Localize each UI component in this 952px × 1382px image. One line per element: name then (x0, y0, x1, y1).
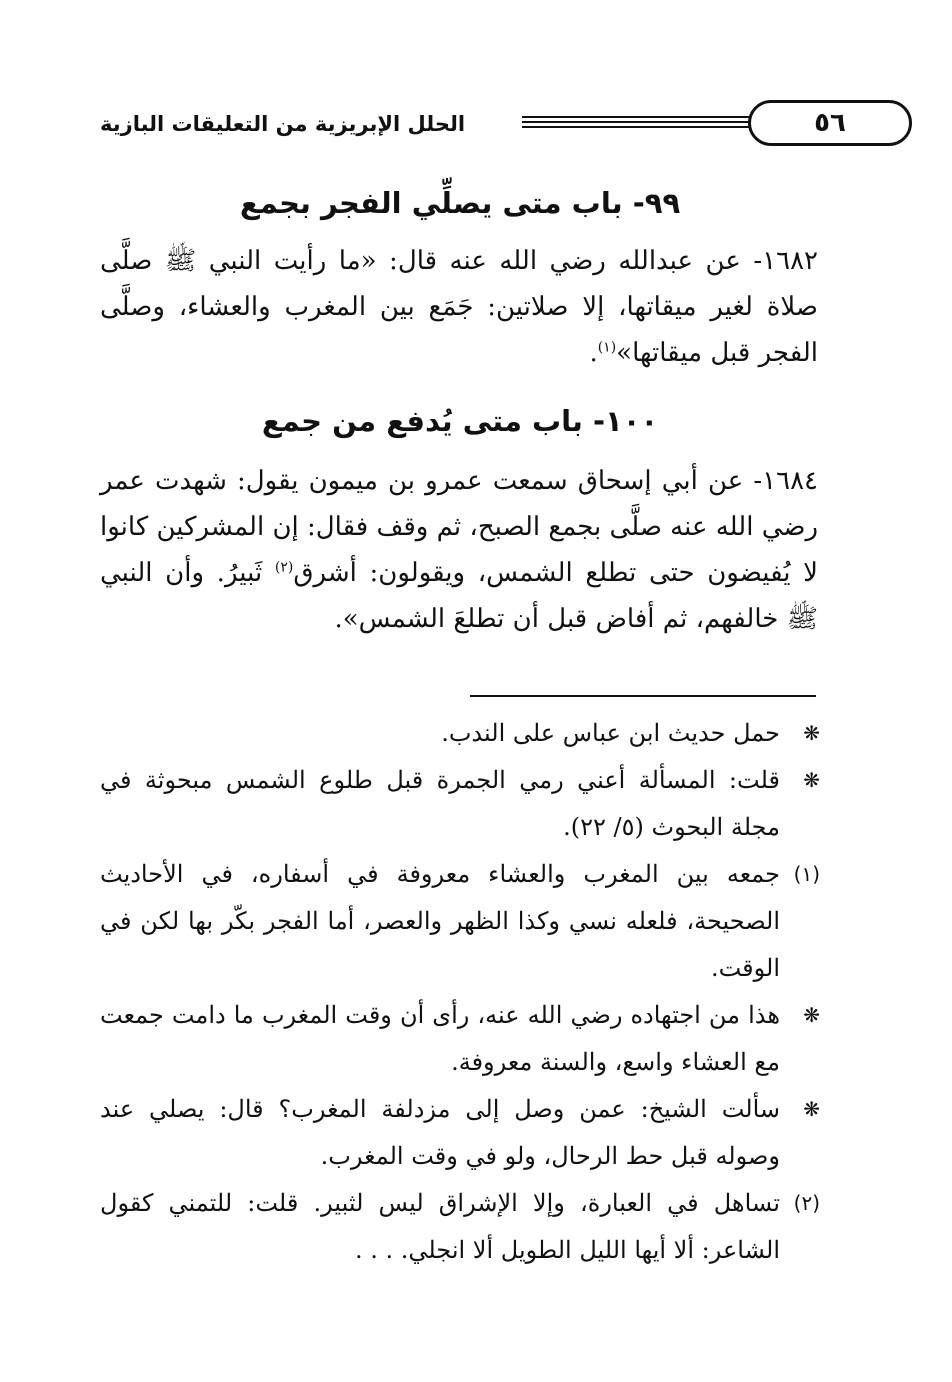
footnote-text: هذا من اجتهاده رضي الله عنه، رأى أن وقت المغرب ما دامت جمعت مع العشاء واسع، والسنة معروفة. (100, 1001, 780, 1076)
footnote-item (100, 851, 820, 992)
page-header (100, 100, 846, 150)
hadith-1682-text: ١٦٨٢- عن عبدالله رضي الله عنه قال: «ما رأيت النبي ﷺ صلَّى صلاة لغير ميقاتها، إلا صلاتين: جَمَع بين المغرب والعشاء، وصلَّى الفجر قبل ميقاتها» (100, 246, 818, 368)
footnote-item (100, 757, 820, 851)
hadith-1684-text-a: ١٦٨٤- عن أبي إسحاق سمعت عمرو بن ميمون يقول: شهدت عمر رضي الله عنه صلَّى بجمع الصبح، ثم وقف فقال: إن المشركين كانوا لا يُفيضون حتى تطلع الشمس، ويقولون: أشرق (100, 466, 818, 588)
hadith-1684 (100, 458, 818, 642)
footnote-item (100, 1180, 820, 1274)
asterism-icon: ❋ (803, 1097, 820, 1121)
hadith-1682-tail: . (589, 338, 598, 368)
footnote-item (100, 710, 820, 757)
footnote-item (100, 992, 820, 1086)
footnote-text: حمل حديث ابن عباس على الندب. (441, 719, 780, 747)
footnotes (100, 710, 820, 1274)
hadith-1682 (100, 238, 818, 376)
page-number-badge (748, 100, 912, 146)
chapter-heading-99: ٩٩- باب متى يصلِّي الفجر بجمع (239, 186, 681, 220)
hadith-1684-text-b: ثَبيرُ. وأن النبي ﷺ خالفهم، ثم أفاض قبل أن تطلعَ الشمس». (100, 558, 818, 634)
asterism-icon: ❋ (803, 1003, 820, 1027)
footnote-text: سألت الشيخ: عمن وصل إلى مزدلفة المغرب؟ قال: يصلي عند وصوله قبل حط الرحال، ولو في وقت المغرب. (100, 1095, 780, 1170)
footnote-number: (١) (793, 862, 820, 886)
footnote-number: (٢) (793, 1191, 820, 1215)
header-rule (522, 116, 750, 128)
asterism-icon: ❋ (803, 768, 820, 792)
footnote-text: تساهل في العبارة، وإلا الإشراق ليس لثبير. قلت: للتمني كقول الشاعر: ألا أيها الليل الطويل ألا انجلي. . . . (100, 1189, 780, 1264)
footnote-text: قلت: المسألة أعني رمي الجمرة قبل طلوع الشمس مبحوثة في مجلة البحوث (٥/ ٢٢). (100, 766, 780, 841)
footnote-ref-1: (١) (597, 339, 617, 356)
asterism-icon: ❋ (803, 721, 820, 745)
footnote-ref-2: (٢) (274, 559, 294, 576)
running-title: الحلل الإبريزية من التعليقات البازية (100, 112, 466, 136)
page-number: ٥٦ (814, 108, 846, 138)
footnote-item (100, 1086, 820, 1180)
chapter-heading-100: ١٠٠- باب متى يُدفع من جمع (261, 404, 659, 438)
footnote-separator (470, 695, 816, 697)
footnote-text: جمعه بين المغرب والعشاء معروفة في أسفاره، في الأحاديث الصحيحة، فلعله نسي وكذا الظهر والعصر، أما الفجر بكّر بها لكن في الوقت. (100, 860, 780, 982)
